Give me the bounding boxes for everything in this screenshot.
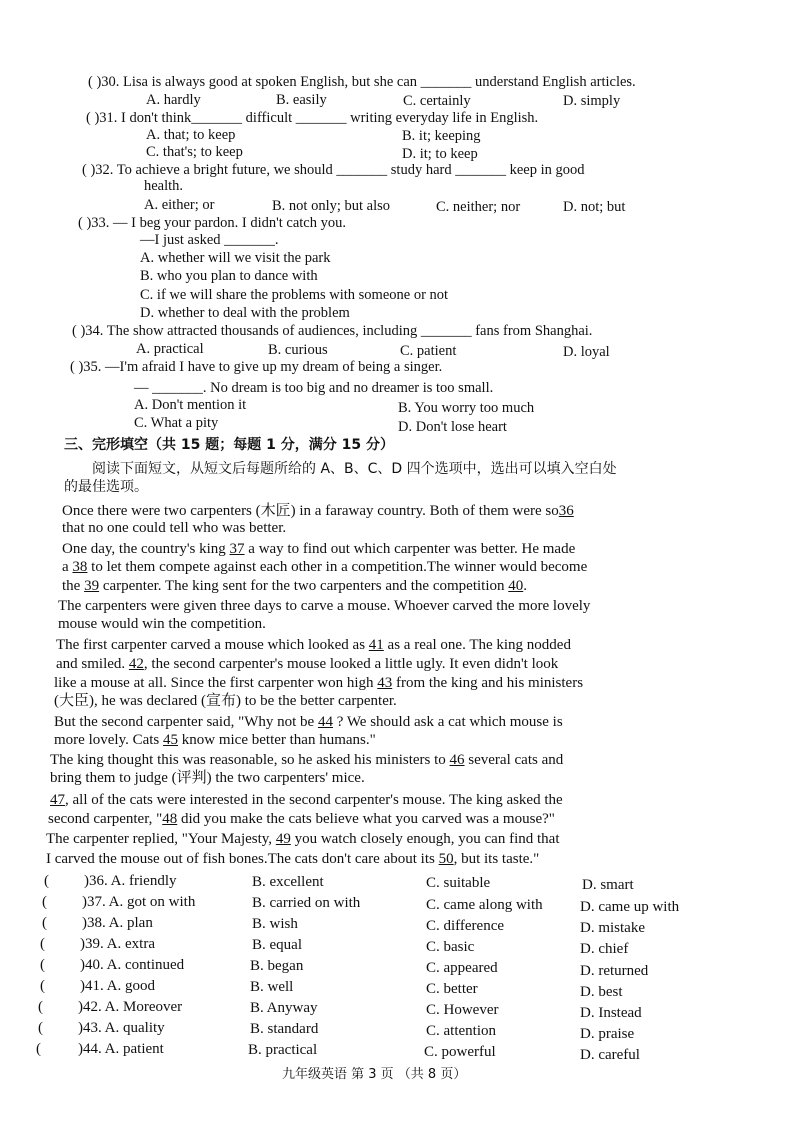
option-d: D. best xyxy=(580,984,623,1000)
option-a: )39. A. extra xyxy=(80,936,155,952)
option-d: D. chief xyxy=(580,941,629,957)
passage-line: like a mouse at all. Since the first carpenter won high 43 from the king and his ministers xyxy=(54,675,584,691)
option-b: B. it; keeping xyxy=(402,128,481,144)
option-b: B. excellent xyxy=(252,874,324,890)
passage-line: 47, all of the cats were interested in the second carpenter's mouse. The king asked the xyxy=(50,792,563,808)
passage-line: I carved the mouse out of fish bones.The cats don't care about its 50, but its taste." xyxy=(46,851,540,867)
answer-paren: ( xyxy=(40,957,45,973)
section-heading: 三、完形填空（共 15 题；每题 1 分，满分 15 分） xyxy=(64,437,394,453)
answer-paren: ( xyxy=(42,894,47,910)
question-stem: ( )34. The show attracted thousands of audiences, including _______ fans from Shanghai. xyxy=(72,323,593,339)
passage-line: (大臣), he was declared (宣布) to be the better carpenter. xyxy=(54,693,397,709)
question-stem-cont: —I just asked _______. xyxy=(140,232,279,248)
option-c: C. difference xyxy=(426,918,505,934)
option-a: A. Don't mention it xyxy=(134,397,247,413)
passage-line: and smiled. 42, the second carpenter's mouse looked a little ugly. It even didn't look xyxy=(56,656,559,672)
option-c: C. if we will share the problems with someone or not xyxy=(140,287,449,303)
question-stem-cont: health. xyxy=(144,178,184,194)
option-c: C. However xyxy=(426,1002,499,1018)
page-footer: 九年级英语 第 3 页 （共 8 页） xyxy=(282,1067,467,1082)
option-a: A. hardly xyxy=(146,92,201,108)
question-stem-cont: — _______. No dream is too big and no dreamer is too small. xyxy=(134,380,494,396)
passage-line: Once there were two carpenters (木匠) in a faraway country. Both of them were so36 xyxy=(62,503,574,519)
option-c: C. that's; to keep xyxy=(146,144,243,160)
option-d: D. smart xyxy=(582,877,634,893)
blank-42: 42 xyxy=(128,656,144,672)
passage-line: mouse would win the competition. xyxy=(58,616,266,632)
passage-line: the 39 carpenter. The king sent for the two carpenters and the competition 40. xyxy=(62,578,527,594)
answer-paren: ( xyxy=(44,873,49,889)
option-b: B. wish xyxy=(252,916,298,932)
option-b: B. not only; but also xyxy=(272,198,391,214)
option-d: D. mistake xyxy=(580,920,645,936)
option-b: B. well xyxy=(250,979,294,995)
option-a: )41. A. good xyxy=(80,978,155,994)
option-b: B. carried on with xyxy=(252,895,361,911)
option-b: B. began xyxy=(250,958,304,974)
passage-line: The carpenter replied, "Your Majesty, 49 you watch closely enough, you can find that xyxy=(46,831,560,847)
option-c: C. better xyxy=(426,981,478,997)
answer-paren: ( xyxy=(40,936,45,952)
option-a: A. either; or xyxy=(144,197,215,213)
option-b: B. practical xyxy=(248,1042,318,1058)
option-c: C. attention xyxy=(426,1023,496,1039)
answer-paren: ( xyxy=(38,999,43,1015)
option-c: C. What a pity xyxy=(134,415,219,431)
option-d: D. not; but xyxy=(563,199,626,215)
blank-46: 46 xyxy=(449,752,465,768)
option-a: A. whether will we visit the park xyxy=(140,250,331,266)
option-c: C. neither; nor xyxy=(436,199,521,215)
option-b: B. equal xyxy=(252,937,302,953)
blank-41: 41 xyxy=(368,637,384,653)
option-b: B. You worry too much xyxy=(398,400,535,416)
blank-38: 38 xyxy=(72,559,88,575)
blank-43: 43 xyxy=(377,675,393,691)
question-stem: ( )35. —I'm afraid I have to give up my dream of being a singer. xyxy=(70,359,443,375)
blank-47: 47 xyxy=(50,792,65,808)
answer-paren: ( xyxy=(36,1041,41,1057)
blank-44: 44 xyxy=(317,714,333,730)
option-c: C. certainly xyxy=(403,93,471,109)
option-c: C. powerful xyxy=(424,1044,496,1060)
passage-line: One day, the country's king 37 a way to find out which carpenter was better. He made xyxy=(62,541,576,557)
option-d: D. loyal xyxy=(563,344,610,360)
option-a: A. practical xyxy=(136,341,204,357)
blank-37: 37 xyxy=(229,541,245,557)
option-d: D. praise xyxy=(580,1026,635,1042)
passage-line: The first carpenter carved a mouse which looked as 41 as a real one. The king nodded xyxy=(56,637,571,653)
question-stem: ( )33. — I beg your pardon. I didn't catch you. xyxy=(78,215,346,231)
option-d: D. it; to keep xyxy=(402,146,478,162)
answer-paren: ( xyxy=(38,1020,43,1036)
blank-39: 39 xyxy=(84,578,100,594)
option-c: C. suitable xyxy=(426,875,491,891)
question-stem: ( )31. I don't think_______ difficult _______ writing everyday life in English. xyxy=(86,110,539,126)
answer-paren: ( xyxy=(40,978,45,994)
option-d: D. Don't lose heart xyxy=(398,419,507,435)
option-d: D. returned xyxy=(580,963,649,979)
option-b: B. standard xyxy=(250,1021,319,1037)
option-d: D. came up with xyxy=(580,899,680,915)
option-c: C. patient xyxy=(400,343,457,359)
question-stem: ( )32. To achieve a bright future, we should _______ study hard _______ keep in good xyxy=(82,162,585,178)
option-a: A. that; to keep xyxy=(146,127,236,143)
blank-49: 49 xyxy=(275,831,291,847)
option-a: )36. A. friendly xyxy=(84,873,177,889)
answer-paren: ( xyxy=(42,915,47,931)
option-c: C. appeared xyxy=(426,960,498,976)
section-instruction-cont: 的最佳选项。 xyxy=(64,479,148,495)
option-b: B. curious xyxy=(268,342,328,358)
passage-line: The king thought this was reasonable, so he asked his ministers to 46 several cats and xyxy=(50,752,564,768)
passage-line: more lovely. Cats 45 know mice better than humans." xyxy=(54,732,376,748)
passage-line: The carpenters were given three days to carve a mouse. Whoever carved the more lovely xyxy=(58,598,591,614)
option-a: )43. A. quality xyxy=(78,1020,165,1036)
option-d: D. simply xyxy=(563,93,621,109)
question-stem: ( )30. Lisa is always good at spoken English, but she can _______ understand English articles. xyxy=(88,74,636,90)
option-d: D. Instead xyxy=(580,1005,642,1021)
option-c: C. basic xyxy=(426,939,475,955)
option-a: )44. A. patient xyxy=(78,1041,164,1057)
blank-40: 40 xyxy=(508,578,524,594)
section-instruction: 阅读下面短文，从短文后每题所给的 A、B、C、D 四个选项中，选出可以填入空白处 xyxy=(92,461,617,477)
passage-line: a 38 to let them compete against each other in a competition.The winner would become xyxy=(62,559,588,575)
passage-line: But the second carpenter said, "Why not be 44 ? We should ask a cat which mouse is xyxy=(54,714,563,730)
option-a: )40. A. continued xyxy=(80,957,185,973)
option-b: B. easily xyxy=(276,92,327,108)
blank-45: 45 xyxy=(163,732,179,748)
option-a: )37. A. got on with xyxy=(82,894,196,910)
option-a: )42. A. Moreover xyxy=(78,999,183,1015)
option-d: D. whether to deal with the problem xyxy=(140,305,350,321)
option-b: B. who you plan to dance with xyxy=(140,268,318,284)
passage-line: that no one could tell who was better. xyxy=(62,520,287,536)
option-d: D. careful xyxy=(580,1047,640,1063)
blank-48: 48 xyxy=(162,811,178,827)
option-a: )38. A. plan xyxy=(82,915,153,931)
option-c: C. came along with xyxy=(426,897,543,913)
blank-36: 36 xyxy=(558,503,574,519)
blank-50: 50 xyxy=(438,851,454,867)
option-b: B. Anyway xyxy=(250,1000,318,1016)
passage-line: bring them to judge (评判) the two carpenters' mice. xyxy=(50,770,365,786)
passage-line: second carpenter, "48 did you make the cats believe what you carved was a mouse?" xyxy=(48,811,555,827)
